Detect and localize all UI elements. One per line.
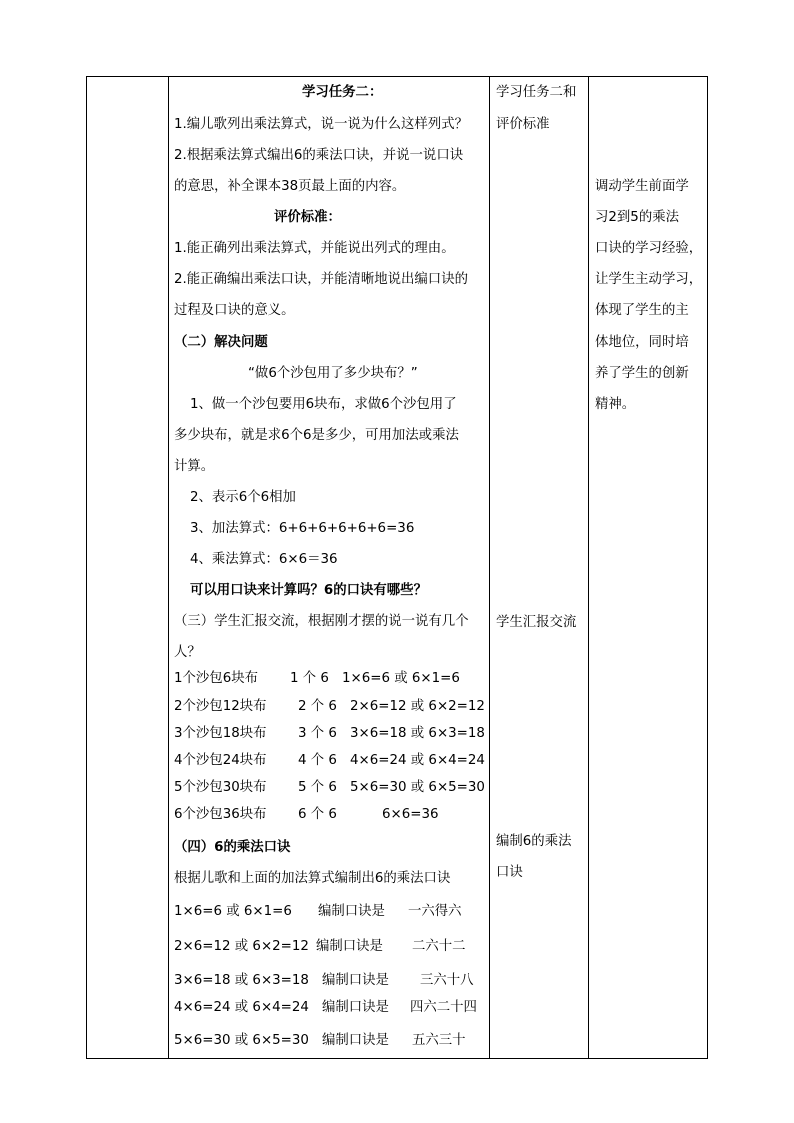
intent-line: 调动学生前面学 xyxy=(595,179,689,194)
solution-step-1-cont: 多少块布，就是求6个6是多少，可用加法或乘法 xyxy=(174,428,459,443)
sandbag-count: 4个沙包24块布 xyxy=(174,753,267,768)
intent-line: 口诀的学习经验， xyxy=(595,241,703,256)
sandbag-count: 1个沙包6块布 xyxy=(174,671,258,686)
activity-note: 编制6的乘法 xyxy=(496,834,572,849)
task-two-heading: 学习任务二： xyxy=(302,85,383,100)
solution-step-1: 1、做一个沙包要用6块布，求做6个沙包用了 xyxy=(190,397,457,412)
rhyme-equation: 3×6=18 或 6×3=18 xyxy=(174,973,309,988)
sandbag-groups: 4 个 6 xyxy=(298,753,337,768)
sandbag-groups: 5 个 6 xyxy=(298,780,337,795)
section-3-heading: （三）学生汇报交流，根据刚才摆的说一说有几个 xyxy=(174,614,469,629)
intent-line: 让学生主动学习， xyxy=(595,272,703,287)
rhyme-value: 五六三十 xyxy=(412,1033,466,1048)
task-item-1: 1.编儿歌列出乘法算式，说一说为什么这样列式？ xyxy=(174,117,468,132)
intent-line: 体现了学生的主 xyxy=(595,303,689,318)
task-item-2-cont: 的意思，补全课本38页最上面的内容。 xyxy=(174,179,406,194)
criteria-item-2: 2.能正确编出乘法口诀，并能清晰地说出编口诀的 xyxy=(174,272,468,287)
sandbag-equation: 6×6=36 xyxy=(382,807,439,822)
activity-note: 学生汇报交流 xyxy=(496,615,577,630)
activity-note: 评价标准 xyxy=(496,117,550,132)
sandbag-equation: 3×6=18 或 6×3=18 xyxy=(350,726,485,741)
table-bottom-border xyxy=(86,1058,708,1059)
sandbag-equation: 5×6=30 或 6×5=30 xyxy=(350,780,485,795)
solution-step-1-end: 计算。 xyxy=(174,459,215,474)
task-item-2: 2.根据乘法算式编出6的乘法口诀，并说一说口诀 xyxy=(174,148,464,163)
intent-line: 精神。 xyxy=(595,397,636,412)
rhyme-question: 可以用口诀来计算吗？6的口诀有哪些？ xyxy=(190,583,427,598)
table-border-col1 xyxy=(168,76,169,1058)
section-2-heading: （二）解决问题 xyxy=(174,335,268,350)
rhyme-label: 编制口诀是 xyxy=(322,973,389,988)
criteria-item-2-cont: 过程及口诀的意义。 xyxy=(174,303,295,318)
activity-note: 学习任务二和 xyxy=(496,85,577,100)
sandbag-equation: 2×6=12 或 6×2=12 xyxy=(350,699,485,714)
solution-step-3: 3、加法算式：6+6+6+6+6+6=36 xyxy=(190,521,415,536)
table-border-left xyxy=(86,76,87,1058)
section-4-intro: 根据儿歌和上面的加法算式编制出6的乘法口诀 xyxy=(174,871,451,886)
sandbag-groups: 3 个 6 xyxy=(298,726,337,741)
criteria-item-1: 1.能正确列出乘法算式，并能说出列式的理由。 xyxy=(174,241,455,256)
solution-step-4: 4、乘法算式：6×6＝36 xyxy=(190,552,338,567)
rhyme-equation: 5×6=30 或 6×5=30 xyxy=(174,1033,309,1048)
sandbag-count: 2个沙包12块布 xyxy=(174,699,267,714)
sandbag-groups: 6 个 6 xyxy=(298,807,337,822)
rhyme-label: 编制口诀是 xyxy=(316,939,383,954)
section-4-heading: （四）6的乘法口诀 xyxy=(174,840,291,855)
sandbag-count: 6个沙包36块布 xyxy=(174,807,267,822)
rhyme-value: 二六十二 xyxy=(412,939,466,954)
rhyme-value: 三六十八 xyxy=(420,973,474,988)
rhyme-value: 四六二十四 xyxy=(410,1000,477,1015)
problem-question: “做6个沙包用了多少块布？” xyxy=(248,366,418,381)
intent-line: 养了学生的创新 xyxy=(595,366,689,381)
rhyme-equation: 4×6=24 或 6×4=24 xyxy=(174,1000,309,1015)
intent-line: 习2到5的乘法 xyxy=(595,210,679,225)
table-border-col3 xyxy=(588,76,589,1058)
rhyme-label: 编制口诀是 xyxy=(322,1000,389,1015)
table-top-border xyxy=(86,76,708,77)
sandbag-equation: 1×6=6 或 6×1=6 xyxy=(342,671,460,686)
rhyme-value: 一六得六 xyxy=(408,904,462,919)
sandbag-groups: 2 个 6 xyxy=(298,699,337,714)
rhyme-equation: 1×6=6 或 6×1=6 xyxy=(174,904,292,919)
sandbag-equation: 4×6=24 或 6×4=24 xyxy=(350,753,485,768)
intent-line: 体地位，同时培 xyxy=(595,335,689,350)
criteria-heading: 评价标准： xyxy=(274,210,341,225)
activity-note: 口诀 xyxy=(496,865,523,880)
table-border-right xyxy=(707,76,708,1058)
solution-step-2: 2、表示6个6相加 xyxy=(190,490,296,505)
rhyme-equation: 2×6=12 或 6×2=12 xyxy=(174,939,309,954)
sandbag-count: 5个沙包30块布 xyxy=(174,780,267,795)
sandbag-count: 3个沙包18块布 xyxy=(174,726,267,741)
table-border-col2 xyxy=(489,76,490,1058)
sandbag-groups: 1 个 6 xyxy=(290,671,329,686)
rhyme-label: 编制口诀是 xyxy=(322,1033,389,1048)
rhyme-label: 编制口诀是 xyxy=(318,904,385,919)
section-3-heading-cont: 人？ xyxy=(174,645,201,660)
